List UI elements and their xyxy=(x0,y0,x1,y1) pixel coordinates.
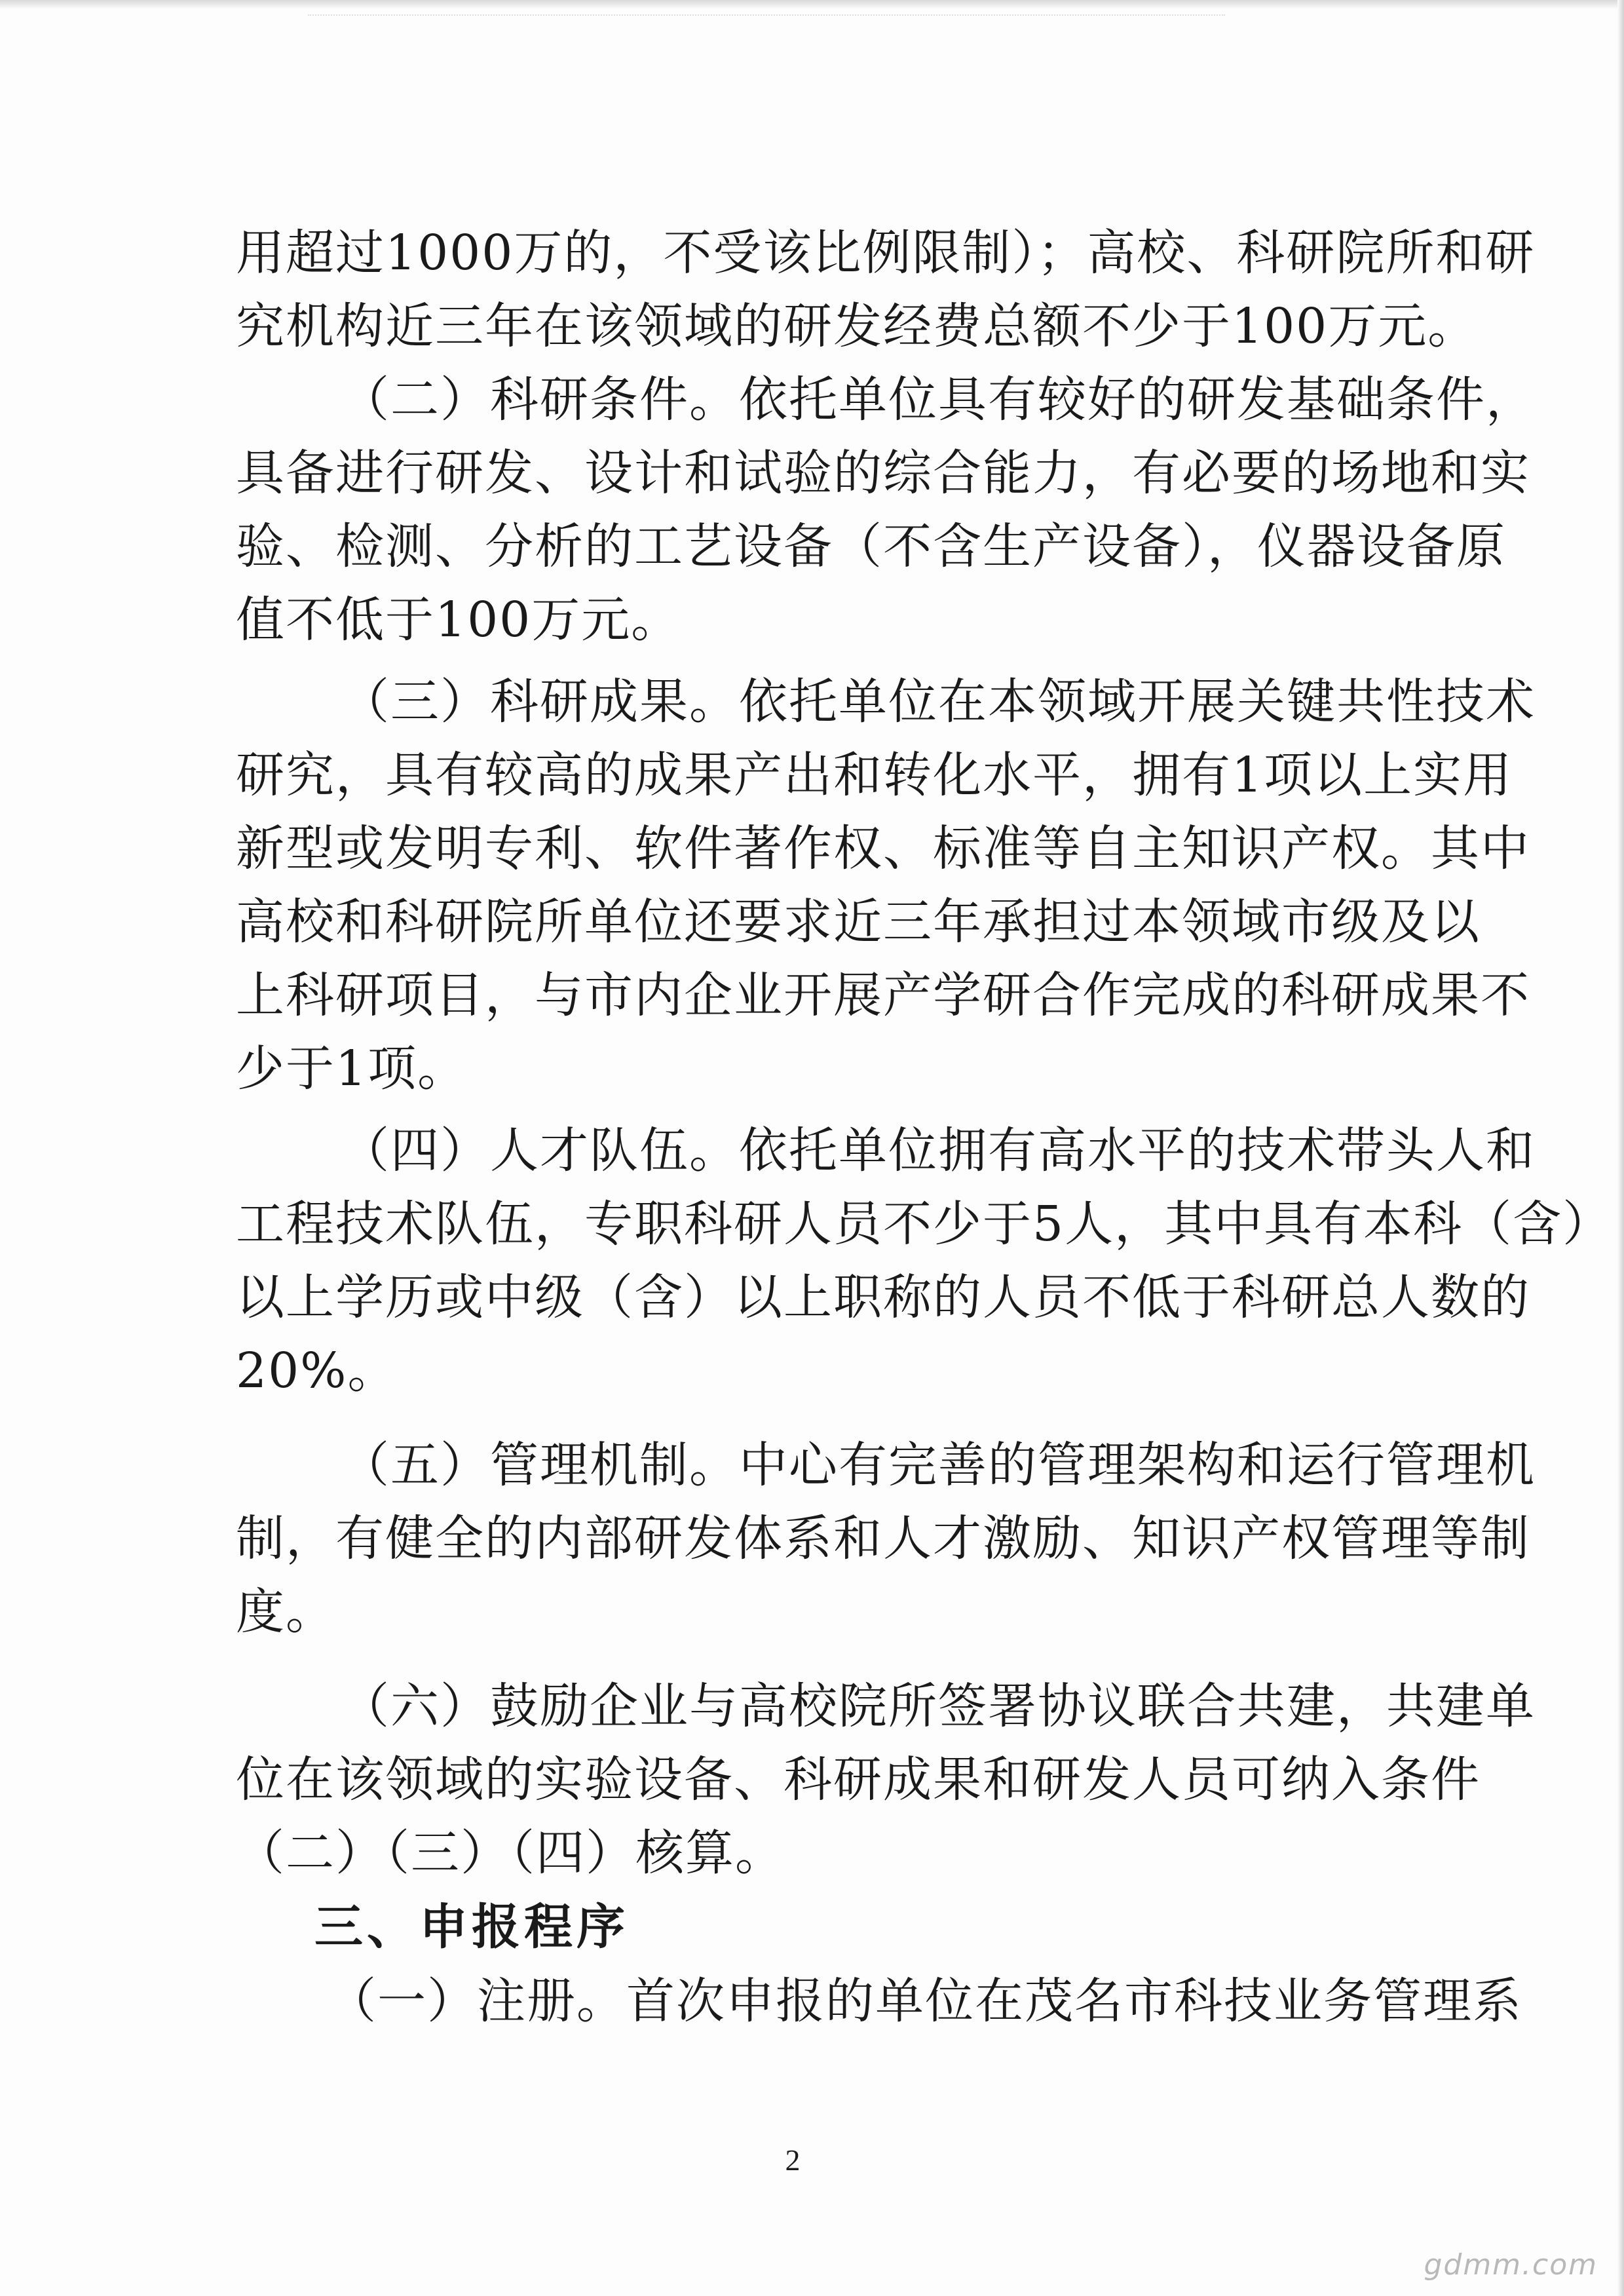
text-line: 研究，具有较高的成果产出和转化水平，拥有1项以上实用 xyxy=(236,747,1513,803)
text-line: 位在该领域的实验设备、科研成果和研发人员可纳入条件 xyxy=(236,1751,1481,1808)
paragraph-start-line: （一）注册。首次申报的单位在茂名市科技业务管理系 xyxy=(328,1973,1522,2029)
text-line: 究机构近三年在该领域的研发经费总额不少于100万元。 xyxy=(236,298,1478,354)
text-line: 上科研项目，与市内企业开展产学研合作完成的科研成果不 xyxy=(236,967,1530,1024)
text-line: 新型或发明专利、软件著作权、标准等自主知识产权。其中 xyxy=(236,820,1530,877)
scan-top-edge xyxy=(0,0,1624,9)
text-line: 用超过1000万的，不受该比例限制）；高校、科研院所和研 xyxy=(236,225,1536,281)
text-line: 工程技术队伍，专职科研人员不少于5人，其中具有本科（含） xyxy=(236,1196,1613,1252)
text-line: 高校和科研院所单位还要求近三年承担过本领域市级及以 xyxy=(236,894,1481,950)
text-line: 以上学历或中级（含）以上职称的人员不低于科研总人数的 xyxy=(236,1269,1530,1326)
text-line: 验、检测、分析的工艺设备（不含生产设备），仪器设备原 xyxy=(236,518,1506,575)
section-heading: 三、申报程序 xyxy=(314,1899,629,1955)
paragraph-start-line: （二）科研条件。依托单位具有较好的研发基础条件， xyxy=(341,372,1536,428)
text-line: 制，有健全的内部研发体系和人才激励、知识产权管理等制 xyxy=(236,1510,1530,1567)
text-line: 度。 xyxy=(236,1584,335,1640)
paragraph-start-line: （六）鼓励企业与高校院所签署协议联合共建，共建单 xyxy=(341,1678,1536,1734)
text-line: 具备进行研发、设计和试验的综合能力，有必要的场地和实 xyxy=(236,445,1530,501)
paragraph-start-line: （三）科研成果。依托单位在本领域开展关键共性技术 xyxy=(341,674,1536,730)
scan-artifact xyxy=(308,14,1225,22)
text-line: （二）（三）（四）核算。 xyxy=(236,1825,785,1881)
text-line: 20%。 xyxy=(236,1343,398,1399)
paragraph-start-line: （四）人才队伍。依托单位拥有高水平的技术带头人和 xyxy=(341,1122,1536,1179)
paragraph-start-line: （五）管理机制。中心有完善的管理架构和运行管理机 xyxy=(341,1437,1536,1493)
text-line: 少于1项。 xyxy=(236,1041,468,1097)
page-number: 2 xyxy=(785,2143,801,2177)
text-line: 值不低于100万元。 xyxy=(236,592,681,648)
site-watermark: gdmm.com xyxy=(1424,2248,1598,2282)
scan-right-edge xyxy=(1617,0,1624,2296)
